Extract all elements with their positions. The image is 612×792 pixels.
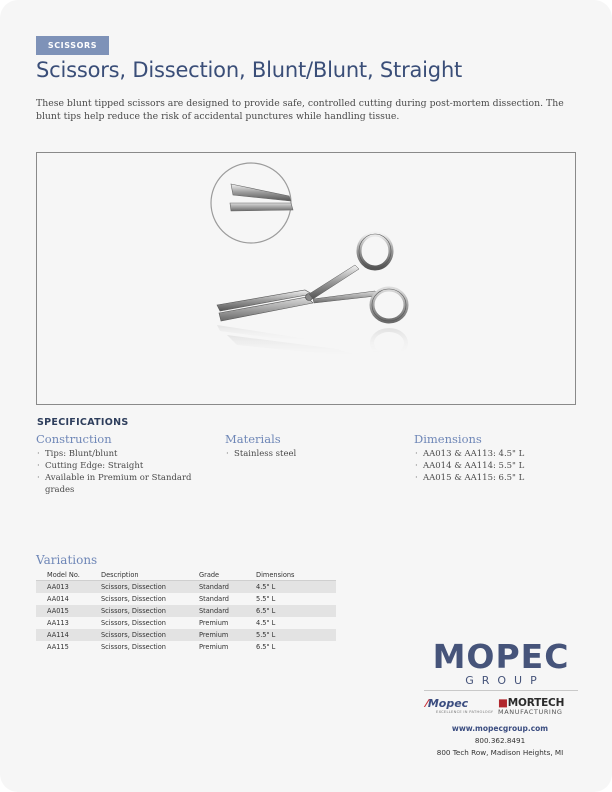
table-row bbox=[36, 593, 336, 605]
description-cell: Scissors, Dissection bbox=[101, 581, 199, 594]
construction-title: Construction bbox=[36, 432, 112, 446]
variations-table bbox=[36, 569, 336, 653]
product-image bbox=[36, 152, 576, 405]
contact-block bbox=[420, 723, 580, 759]
model-cell: AA015 bbox=[36, 605, 101, 617]
model-cell: AA114 bbox=[36, 629, 101, 641]
description-cell: Scissors, Dissection bbox=[101, 605, 199, 617]
swoosh-icon: ⁄ bbox=[426, 697, 428, 710]
mortech-brand-text: MORTECH bbox=[507, 697, 565, 709]
dimensions-item: · AA015 & AA115: 6.5" L bbox=[414, 472, 584, 484]
dimension-cell: 5.5" L bbox=[256, 595, 276, 603]
dimension-cell: 4.5" L bbox=[256, 619, 276, 627]
address: 800 Tech Row, Madison Heights, MI bbox=[436, 748, 564, 757]
mortech-mark-icon: ■ bbox=[498, 697, 508, 709]
page-title: Scissors, Dissection, Blunt/Blunt, Straight bbox=[36, 58, 463, 82]
mopec-sub-logo bbox=[426, 697, 496, 714]
mortech-tagline: MANUFACTURING bbox=[498, 708, 563, 716]
scissors-illustration bbox=[37, 153, 575, 404]
grade-cell: Standard bbox=[199, 581, 256, 594]
construction-item: · Tips: Blunt/blunt bbox=[36, 448, 206, 460]
specifications-heading: SPECIFICATIONS bbox=[37, 417, 129, 428]
description-cell: Scissors, Dissection bbox=[101, 595, 166, 603]
dimensions-section bbox=[414, 432, 584, 484]
model-cell: AA115 bbox=[47, 643, 69, 651]
logo-divider bbox=[424, 690, 578, 691]
grade-cell: Premium bbox=[199, 643, 229, 651]
dimension-cell: 5.5" L bbox=[256, 629, 336, 641]
materials-item: · Stainless steel bbox=[225, 448, 395, 460]
construction-item: · Available in Premium or Standard grades bbox=[36, 472, 206, 496]
description-cell: Scissors, Dissection bbox=[101, 619, 166, 627]
construction-section bbox=[36, 432, 206, 496]
table-row bbox=[36, 629, 336, 641]
description-cell: Scissors, Dissection bbox=[101, 643, 166, 651]
mortech-logo bbox=[498, 697, 580, 716]
materials-title: Materials bbox=[225, 432, 281, 446]
dimensions-item: · AA014 & AA114: 5.5" L bbox=[414, 460, 584, 472]
scissors-reflection bbox=[217, 325, 406, 358]
logo-sub-text: GROUP bbox=[465, 674, 545, 687]
grade-cell: Premium bbox=[199, 619, 229, 627]
logo-main-text: MOPEC bbox=[432, 637, 570, 676]
mopec-group-logo bbox=[424, 637, 578, 688]
column-header: Grade bbox=[199, 569, 256, 581]
grade-cell: Premium bbox=[199, 629, 256, 641]
materials-section bbox=[225, 432, 395, 460]
product-description: These blunt tipped scissors are designed to provide safe, controlled cutting during post-mortem dissection. The blunt tips help reduce the risk of accidental punctures while handling tissue. bbox=[36, 98, 564, 122]
phone-number: 800.362.8491 bbox=[474, 736, 526, 745]
description-cell: Scissors, Dissection bbox=[101, 629, 199, 641]
dimension-cell: 6.5" L bbox=[256, 605, 336, 617]
column-header: Dimensions bbox=[256, 569, 336, 581]
model-cell: AA013 bbox=[36, 581, 101, 594]
scissors-main bbox=[217, 234, 406, 321]
construction-item: · Cutting Edge: Straight bbox=[36, 460, 206, 472]
model-cell: AA014 bbox=[47, 595, 69, 603]
table-row bbox=[36, 641, 336, 653]
column-header: Description bbox=[101, 569, 199, 581]
table-header-row bbox=[36, 569, 336, 581]
table-row bbox=[36, 605, 336, 617]
model-cell: AA113 bbox=[47, 619, 69, 627]
dimensions-title: Dimensions bbox=[414, 432, 482, 446]
mopec-brand-text: Mopec bbox=[427, 697, 469, 710]
table-row bbox=[36, 581, 336, 594]
dimensions-item: · AA013 & AA113: 4.5" L bbox=[414, 448, 584, 460]
variations-heading: Variations bbox=[36, 553, 98, 567]
category-tag: SCISSORS bbox=[36, 36, 109, 55]
mopec-tagline: EXCELLENCE IN PATHOLOGY bbox=[436, 710, 494, 714]
tip-detail-circle bbox=[211, 163, 293, 243]
column-header: Model No. bbox=[36, 569, 101, 581]
dimension-cell: 6.5" L bbox=[256, 643, 276, 651]
grade-cell: Standard bbox=[199, 605, 256, 617]
grade-cell: Standard bbox=[199, 595, 229, 603]
dimension-cell: 4.5" L bbox=[256, 581, 336, 594]
website-link[interactable]: www.mopecgroup.com bbox=[451, 724, 549, 733]
table-row bbox=[36, 617, 336, 629]
